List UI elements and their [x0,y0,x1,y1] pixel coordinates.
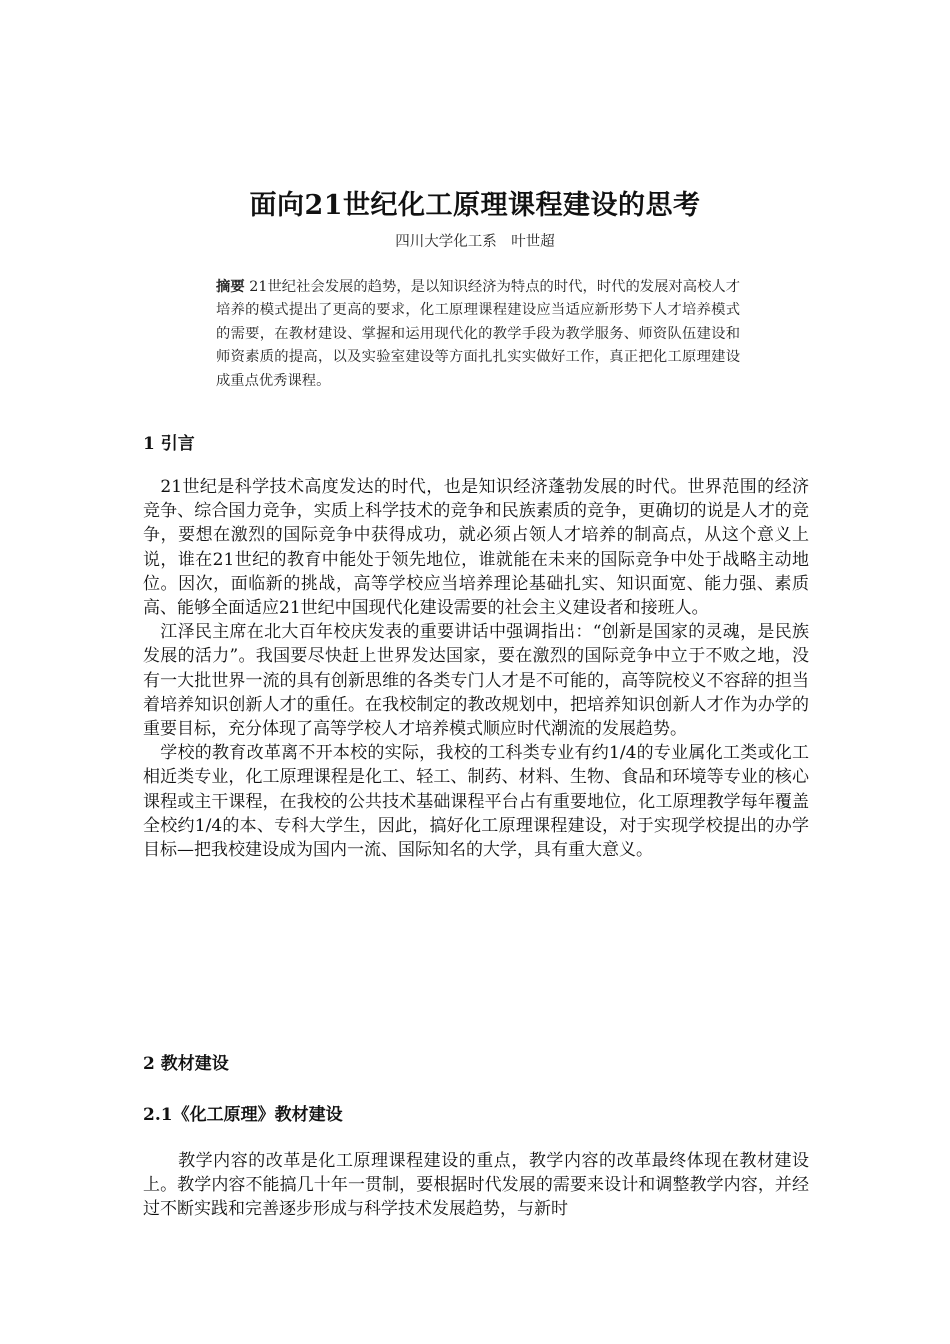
section-2-1-body [143,1149,809,1222]
abstract [216,276,740,393]
paragraph: 21世纪是科学技术高度发达的时代，也是知识经济蓬勃发展的时代。世界范围的经济竞争、综合国力竞争，实质上科学技术的竞争和民族素质的竞争，更确切的说是人才的竞争，要想在激烈的国际竞争中获得成功，就必须占领人才培养的制高点，从这个意义上说，谁在21世纪的教育中能处于领先地位，谁就能在未来的国际竞争中处于战略主动地位。因次，面临新的挑战，高等学校应当培养理论基础扎实、知识面宽、能力强、素质高、能够全面适应21世纪中国现代化建设需要的社会主义建设者和接班人。 [143,477,809,619]
paper-title: 面向21世纪化工原理课程建设的思考 [249,190,701,221]
paragraph: 教学内容的改革是化工原理课程建设的重点，教学内容的改革最终体现在教材建设上。教学内容不能搞几十年一贯制，要根据时代发展的需要来设计和调整教学内容，并经过不断实践和完善逐步形成与科学技术发展趋势，与新时 [143,1151,809,1220]
author-line: 四川大学化工系 叶世超 [395,234,555,250]
abstract-text: 21世纪社会发展的趋势，是以知识经济为特点的时代，时代的发展对高校人才培养的模式提出了更高的要求，化工原理课程建设应当适应新形势下人才培养模式的需要，在教材建设、掌握和运用现代化的教学手段为教学服务、师资队伍建设和师资素质的提高，以及实验室建设等方面扎扎实实做好工作，真正把化工原理建设成重点优秀课程。 [216,279,741,389]
paragraph: 学校的教育改革离不开本校的实际，我校的工科类专业有约1/4的专业属化工类或化工相近类专业，化工原理课程是化工、轻工、制药、材料、生物、食品和环境等专业的核心课程或主干课程，在我校的公共技术基础课程平台占有重要地位，化工原理教学每年覆盖全校约1/4的本、专科大学生，因此，搞好化工原理课程建设，对于实现学校提出的办学目标—把我校建设成为国内一流、国际知名的大学，具有重大意义。 [143,743,809,861]
section-1-body [143,475,809,862]
section-1-heading: 1 引言 [143,434,195,454]
section-2-1-heading: 2.1《化工原理》教材建设 [143,1105,343,1125]
paragraph: 江泽民主席在北大百年校庆发表的重要讲话中强调指出：“创新是国家的灵魂，是民族发展的活力”。我国要尽快赶上世界发达国家，要在激烈的国际竞争中立于不败之地，没有一大批世界一流的具有创新思维的各类专门人才是不可能的，高等院校义不容辞的担当着培养知识创新人才的重任。在我校制定的教改规划中，把培养知识创新人才作为办学的重要目标，充分体现了高等学校人才培养模式顺应时代潮流的发展趋势。 [143,622,809,740]
section-2-heading: 2 教材建设 [143,1054,229,1074]
abstract-label: 摘要 [216,279,245,295]
